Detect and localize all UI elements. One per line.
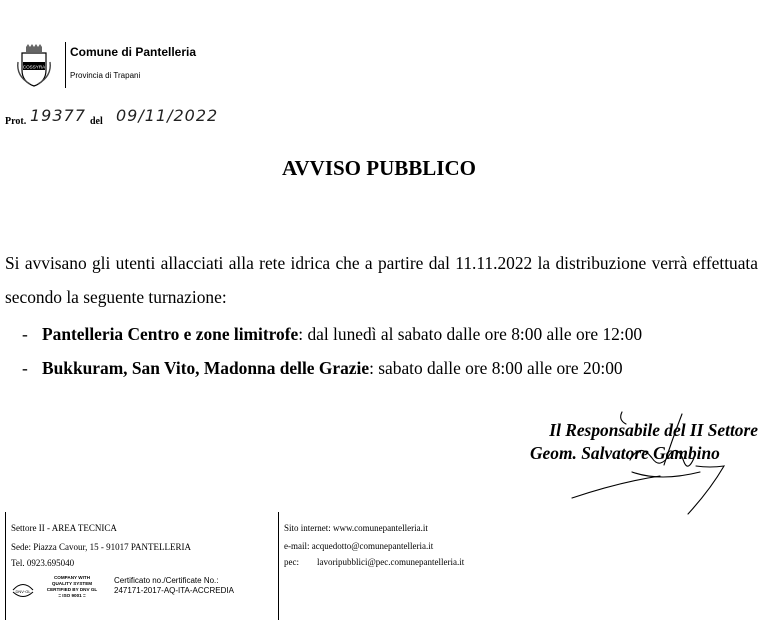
footer-email: e-mail: acquedotto@comunepantelleria.it [284, 541, 434, 551]
cert-badge-line: COMPANY WITH [53, 575, 91, 580]
header-divider [65, 42, 66, 88]
footer-website: Sito internet: www.comunepantelleria.it [284, 523, 428, 533]
certificate-number: 247171-2017-AQ-ITA-ACCREDIA [114, 586, 234, 595]
footer-sector: Settore II - AREA TECNICA [11, 523, 117, 533]
list-bullet: - [22, 358, 28, 378]
cert-badge-line: CERTIFIED BY DNV GL [46, 587, 98, 592]
certificate-label: Certificato no./Certificate No.: [114, 576, 219, 585]
schedule-hours: : dal lunedì al sabato dalle ore 8:00 alle ore 12:00 [298, 324, 643, 344]
certificate-info [114, 576, 234, 596]
signatory-name: Geom. Salvatore Gambino [530, 443, 720, 463]
list-bullet: - [22, 324, 28, 344]
footer-pec-label: pec: [284, 557, 299, 567]
cert-badge-line: = ISO 9001 = [58, 593, 86, 598]
municipality-name: Comune di Pantelleria [70, 45, 197, 59]
cert-logo-text: DNV·GL [15, 589, 31, 594]
notice-title: AVVISO PUBBLICO [282, 156, 476, 180]
schedule-hours: : sabato dalle ore 8:00 alle ore 20:00 [369, 358, 623, 378]
schedule-list [22, 317, 642, 385]
footer-phone: Tel. 0923.695040 [11, 558, 75, 568]
schedule-item [22, 317, 642, 351]
footer-pec-address: lavoripubblici@pec.comunepantelleria.it [317, 557, 465, 567]
schedule-zone: Pantelleria Centro e zone limitrofe [42, 324, 299, 344]
svg-text:COSSYRA: COSSYRA [22, 64, 46, 70]
certification-logo-icon [11, 577, 35, 601]
certification-badge [38, 575, 106, 599]
protocol-del-label: del [90, 116, 103, 127]
schedule-zone: Bukkuram, San Vito, Madonna delle Grazie [42, 358, 370, 378]
schedule-item [22, 351, 642, 385]
footer-middle-divider [278, 512, 279, 620]
footer-address: Sede: Piazza Cavour, 15 - 91017 PANTELLERIA [11, 542, 192, 552]
province-name: Provincia di Trapani [70, 71, 141, 80]
protocol-date: 09/11/2022 [116, 106, 219, 125]
protocol-label: Prot. [5, 116, 27, 127]
signatory-role: Il Responsabile del II Settore [549, 420, 758, 440]
municipal-crest-icon [10, 44, 60, 88]
notice-paragraph: Si avvisano gli utenti allacciati alla rete idrica che a partire dal 11.11.2022 la distribuzione verrà effettuata secondo la seguente turnazione: [5, 253, 758, 307]
protocol-number: 19377 [30, 106, 86, 125]
footer-left-divider [5, 512, 6, 620]
handwritten-signature [560, 410, 750, 520]
cert-badge-line: QUALITY SYSTEM [51, 581, 93, 586]
